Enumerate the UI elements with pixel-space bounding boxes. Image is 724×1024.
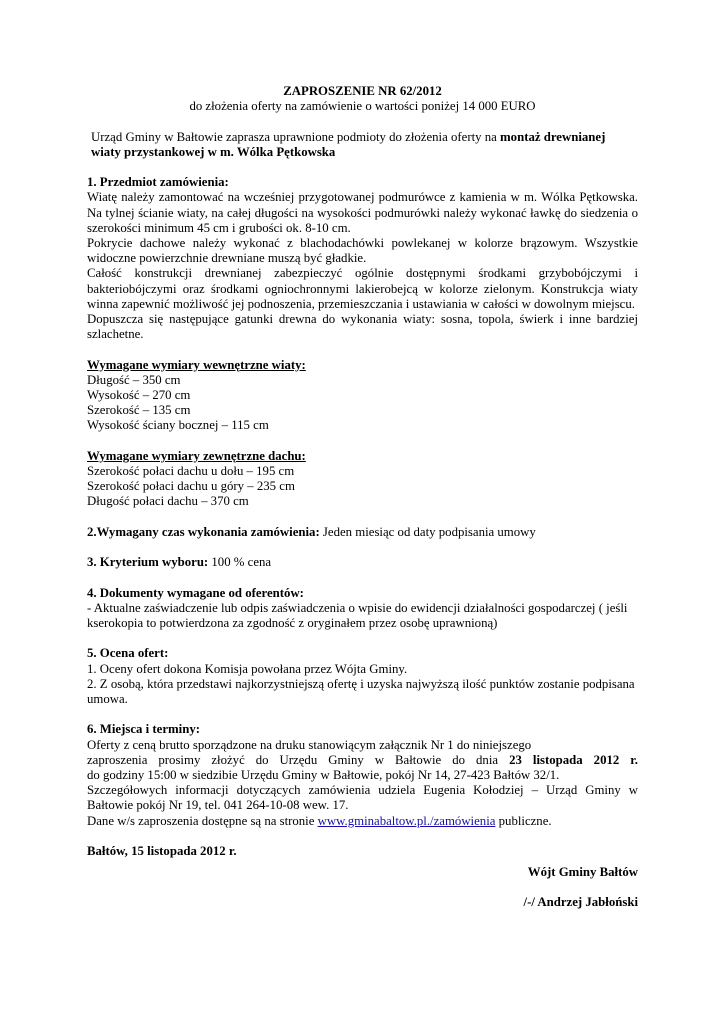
section-2-text: Jeden miesiąc od daty podpisania umowy [322,524,536,539]
roof-dimension-item: Szerokość połaci dachu u góry – 235 cm [87,479,295,494]
offer-deadline: 23 listopada 2012 r. [509,752,638,767]
section-2-heading: 2.Wymagany czas wykonania zamówienia: [87,524,320,539]
section-3-text: 100 % cena [211,555,272,570]
section-1-paragraph-3: Całość konstrukcji drewnianej zabezpieczyć ogólnie dostępnymi środkami grzybobójczymi i bakteriobójczymi oraz środkami ogniochronnymi lakierobejcą w kolorze zielonym. Konstrukcja wiaty winna zapewnić możliwość jej podnoszenia, przemieszczania i ustawiania w całości w dowolnym miejscu. [87,266,638,311]
inner-dimensions-heading: Wymagane wymiary wewnętrzne wiaty: [87,357,306,372]
section-6-line-5 [87,814,638,829]
signature-title: Wójt Gminy Bałtów [527,865,638,880]
document-page [87,84,638,911]
intro-text: Urząd Gminy w Bałtowie zaprasza uprawnione podmioty do złożenia oferty na [91,129,497,144]
section-6-line-2 [87,753,638,768]
section-3-heading: 3. Kryterium wyboru: [87,555,209,570]
section-5-heading: 5. Ocena ofert: [87,646,169,661]
section-6-line-4: Szczegółowych informacji dotyczących zamówienia udziela Eugenia Kołodziej – Urząd Gminy w Bałtowie pokój Nr 19, tel. 041 264-10-08 wew. 17. [87,783,638,813]
inner-dimension-item: Wysokość ściany bocznej – 115 cm [87,418,269,433]
section-6-line-3: do godziny 15:00 w siedzibie Urzędu Gminy w Bałtowie, pokój Nr 14, 27-423 Bałtów 32/1. [87,768,560,782]
section-6-line-1: Oferty z ceną brutto sporządzone na druku stanowiącym załącznik Nr 1 do niniejszego [87,737,532,752]
intro-paragraph [87,130,638,160]
roof-dimensions-heading: Wymagane wymiary zewnętrzne dachu: [87,448,306,463]
section-1-heading: 1. Przedmiot zamówienia: [87,175,229,190]
section-5-item: 2. Z osobą, która przedstawi najkorzystniejszą ofertę i uzyska najwyższą ilość punktów zostanie podpisana umowa. [87,676,635,706]
section-1-paragraph-4: Dopuszcza się następujące gatunki drewna do wykonania wiaty: sosna, topola, świerk i inne bardziej szlachetne. [87,312,638,342]
section-4-text: - Aktualne zaświadczenie lub odpis zaświadczenia o wpisie do ewidencji działalności gospodarczej ( jeśli kserokopia to potwierdzona za zgodność z oryginałem przez osobę uprawnioną) [87,600,628,630]
section-1-paragraph-1: Wiatę należy zamontować na wcześniej przygotowanej podmurówce z kamienia w m. Wólka Pętkowska. Na tylnej ścianie wiaty, na całej długości na wysokości podmurówki należy wykonać ławkę do siedzenia o szerokości minimum 45 cm i grubości ok. 8-10 cm. [87,190,638,235]
section-5-item: 1. Oceny ofert dokona Komisja powołana przez Wójta Gminy. [87,661,408,676]
inner-dimension-item: Szerokość – 135 cm [87,403,191,418]
section-3 [87,555,638,570]
roof-dimension-item: Szerokość połaci dachu u dołu – 195 cm [87,464,295,479]
intro-subject: montaż drewnianej wiaty przystankowej w m. Wólka Pętkowska [91,129,606,159]
section-6-line-5-pre: Dane w/s zaproszenia dostępne są na stronie [87,813,315,828]
section-1-paragraph-2: Pokrycie dachowe należy wykonać z blachodachówki powlekanej w kolorze brązowym. Wszystkie widoczne powierzchnie drewniane muszą być gładkie. [87,236,638,266]
document-subtitle: do złożenia oferty na zamówienie o wartości poniżej 14 000 EURO [189,99,536,114]
inner-dimension-item: Wysokość – 270 cm [87,388,191,403]
place-and-date: Bałtów, 15 listopada 2012 r. [87,844,237,858]
section-6-line-2-text: zaproszenia prosimy złożyć do Urzędu Gminy w Bałtowie do dnia [87,752,499,767]
section-6-heading: 6. Miejsca i terminy: [87,722,200,737]
orders-website-link[interactable]: www.gminabaltow.pl./zamówienia [317,813,496,828]
roof-dimension-item: Długość połaci dachu – 370 cm [87,494,249,509]
signature-name: /-/ Andrzej Jabłoński [523,895,638,910]
section-6-line-5-post: publiczne. [498,813,552,828]
document-title: ZAPROSZENIE NR 62/2012 [283,84,442,98]
inner-dimension-item: Długość – 350 cm [87,372,181,387]
section-4-heading: 4. Dokumenty wymagane od oferentów: [87,585,304,600]
section-2 [87,525,638,540]
